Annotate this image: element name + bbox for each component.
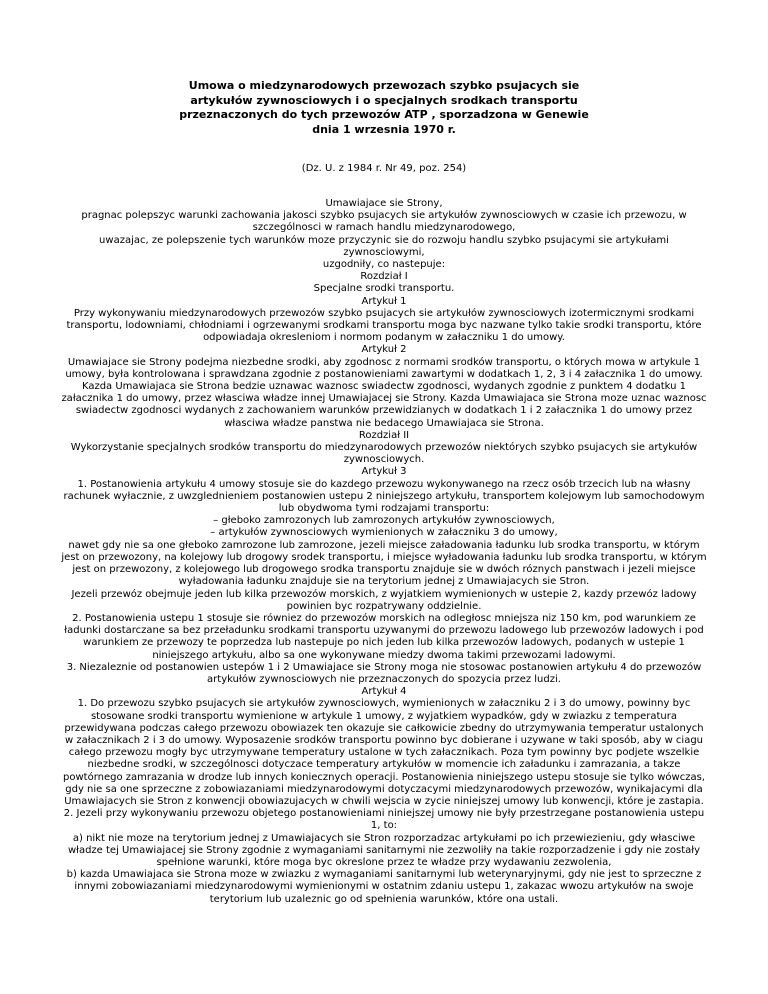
- body-paragraph: Artykuł 1: [361, 295, 407, 307]
- body-paragraph: nawet gdy nie sa one głeboko zamrozone lub zamrozone, jezeli miejsce załadowania ładunku lub srodka transportu, w którym jest on przewozony, na kolejowy lub drogowy srodek transportu, i miejsce wyładowania ładunku lub srodka transportu, w którym jest on przewozony, z kolejowego lub drogowego srodka transportu znajduje sie w dwóch róznych panstwach i jezeli miejsce wyładowania ładunku znajduje sie na terytorium jednej z Umawiajacych sie Stron.: [61, 539, 707, 588]
- document-source: (Dz. U. z 1984 r. Nr 49, poz. 254): [301, 163, 467, 174]
- body-paragraph: 1. Do przewozu szybko psujacych sie artykułów zywnosciowych, wymienionych w załaczniku 2 i 3 do umowy, powinny byc stosowane srodki transportu wymienione w artykule 1 umowy, z wyjatkiem wypadków, gdy w zwiazku z temperatura przewidywana podczas całego przewozu obowiazek ten okazuje sie całkowicie zbedny do utrzymywania temperatur ustalonych w załacznikach 2 i 3 do umowy. Wyposazenie srodków transportu powinno byc dobierane i uzywane w taki sposób, aby w ciagu całego przewozu mogły byc utrzymywane temperatury ustalone w tych załacznikach. Poza tym powinny byc podjete wszelkie niezbedne srodki, w szczególnosci dotyczace temperatury artykułów w momencie ich załadunku i zamrazania, a takze powtórnego zamrazania w drodze lub innych koniecznych operacji. Postanowienia niniejszego ustepu stosuje sie tylko wówczas, gdy nie sa one sprzeczne z zobowiazaniami miedzynarodowymi dotyczacymi miedzynarodowych przewozów, wynikajacymi dla Umawiajacych sie Stron z konwencji obowiazujacych w chwili wejscia w zycie niniejszej umowy lub konwencji, które je zastapia.: [63, 698, 705, 807]
- body-paragraph: Przy wykonywaniu miedzynarodowych przewozów szybko psujacych sie artykułów zywnosciowych izotermicznymi srodkami transportu, lodowniami, chłodniami i ogrzewanymi srodkami transportu moga byc nazwane tylko takie srodki transportu, które odpowiadaja okresleniom i normom podanym w załaczniku 1 do umowy.: [66, 307, 702, 344]
- body-paragraph: Rozdział I: [360, 271, 408, 283]
- body-paragraph: b) kazda Umawiajaca sie Strona moze w zwiazku z wymaganiami sanitarnymi lub weterynaryjnymi, gdy nie jest to sprzeczne z innymi zobowiazaniami miedzynarodowymi wymienionymi w ostatnim zdaniu ustepu 1, zakazac wwozu artykułów na swoje terytorium lub uzaleznic go od spełnienia warunków, które ona ustali.: [66, 869, 702, 905]
- body-paragraph: Rozdział II: [358, 429, 410, 441]
- body-paragraph: Umawiajace sie Strony,: [325, 198, 443, 209]
- body-paragraph: 3. Niezaleznie od postanowien ustepów 1 i 2 Umawiajace sie Strony moga nie stosowac postanowien artykułu 4 do przewozów artykułów zywnosciowych nie przeznaczonych do spozycia przez ludzi.: [66, 661, 702, 685]
- body-paragraph: Specjalne srodki transportu.: [313, 283, 455, 295]
- body-paragraph: Artykuł 4: [361, 686, 407, 698]
- body-paragraph: uwazajac, ze polepszenie tych warunków moze przyczynic sie do rozwoju handlu szybko psujacymi sie artykułami zywnosciowymi,: [99, 234, 669, 258]
- body-paragraph: – artykułów zywnosciowych wymienionych w załaczniku 3 do umowy,: [210, 527, 558, 539]
- body-paragraph: 2. Postanowienia ustepu 1 stosuje sie równiez do przewozów morskich na odległosc mniejsza niz 150 km, pod warunkiem ze ładunki dostarczane sa bez przeładunku srodkami transportu uzywanymi do przewozu ladowego lub przewozów ladowych i pod warunkiem ze przewozy te poprzedza lub nastepuje po nich jeden lub kilka przewozów ladowych, podanych w ustepie 1 niniejszego artykułu, albo sa one wykonywane miedzy dwoma takimi przewozami ladowymi.: [64, 612, 704, 661]
- body-paragraph: uzgodniły, co nastepuje:: [322, 259, 446, 271]
- body-paragraph: Umawiajace sie Strony podejma niezbedne srodki, aby zgodnosc z normami srodków transportu, o których mowa w artykule 1 umowy, była kontrolowana i sprawdzana zgodnie z postanowieniami zawartymi w dodatkach 1, 2, 3 i 4 załacznika 1 do umowy. Kazda Umawiajaca sie Strona bedzie uznawac waznosc swiadectw zgodnosci, wydanych zgodnie z punktem 4 dodatku 1 załacznika 1 do umowy, przez własciwa władze innej Umawiajacej sie Strony. Kazda Umawiajaca sie Strona moze uznac waznosc swiadectw zgodnosci wydanych z zachowaniem warunków przewidzianych w dodatkach 1 i 2 załacznika 1 do umowy przez własciwa władze panstwa nie bedacego Umawiajaca sie Strona.: [61, 356, 707, 429]
- body-paragraph: 2. Jezeli przy wykonywaniu przewozu objetego postanowieniami niniejszej umowy nie były przestrzegane postanowienia ustepu 1, to:: [63, 808, 705, 832]
- body-paragraph: Wykorzystanie specjalnych srodków transportu do miedzynarodowych przewozów niektórych szybko psujacych sie artykułów zywnosciowych.: [70, 442, 698, 466]
- body-paragraph: Artykuł 2: [361, 344, 407, 356]
- document-body: [60, 198, 708, 906]
- body-paragraph: Jezeli przewóz obejmuje jeden lub kilka przewozów morskich, z wyjatkiem wymienionych w ustepie 2, kazdy przewóz ladowy powinien byc rozpatrywany oddzielnie.: [71, 588, 697, 612]
- document-title: Umowa o miedzynarodowych przewozach szybko psujacych sie artykułów zywnosciowych i o specjalnych srodkach transportu przeznaczonych do tych przewozów ATP , sporzadzona w Genewie dnia 1 wrzesnia 1970 r.: [179, 79, 589, 136]
- body-paragraph: pragnac polepszyc warunki zachowania jakosci szybko psujacych sie artykułów zywnosciowych w czasie ich przewozu, w szczególnosci w ramach handlu miedzynarodowego,: [81, 210, 687, 234]
- body-paragraph: Artykuł 3: [361, 466, 407, 478]
- body-paragraph: a) nikt nie moze na terytorium jednej z Umawiajacych sie Stron rozporzadzac artykułami po ich przewiezieniu, gdy własciwe władze tej Umawiajacej sie Strony zgodnie z wymaganiami sanitarnymi nie zezwoliły na takie rozporzadzenie i gdy nie zostały spełnione warunki, które moga byc okreslone przez te władze przy wydawaniu zezwolenia,: [67, 832, 701, 868]
- body-paragraph: – głeboko zamrozonych lub zamrozonych artykułów zywnosciowych,: [213, 515, 555, 527]
- body-paragraph: 1. Postanowienia artykułu 4 umowy stosuje sie do kazdego przewozu wykonywanego na rzecz osób trzecich lub na własny rachunek wyłacznie, z uwzglednieniem postanowien ustepu 2 niniejszego artykułu, transportem kolejowym lub samochodowym lub obydwoma tymi rodzajami transportu:: [63, 478, 705, 515]
